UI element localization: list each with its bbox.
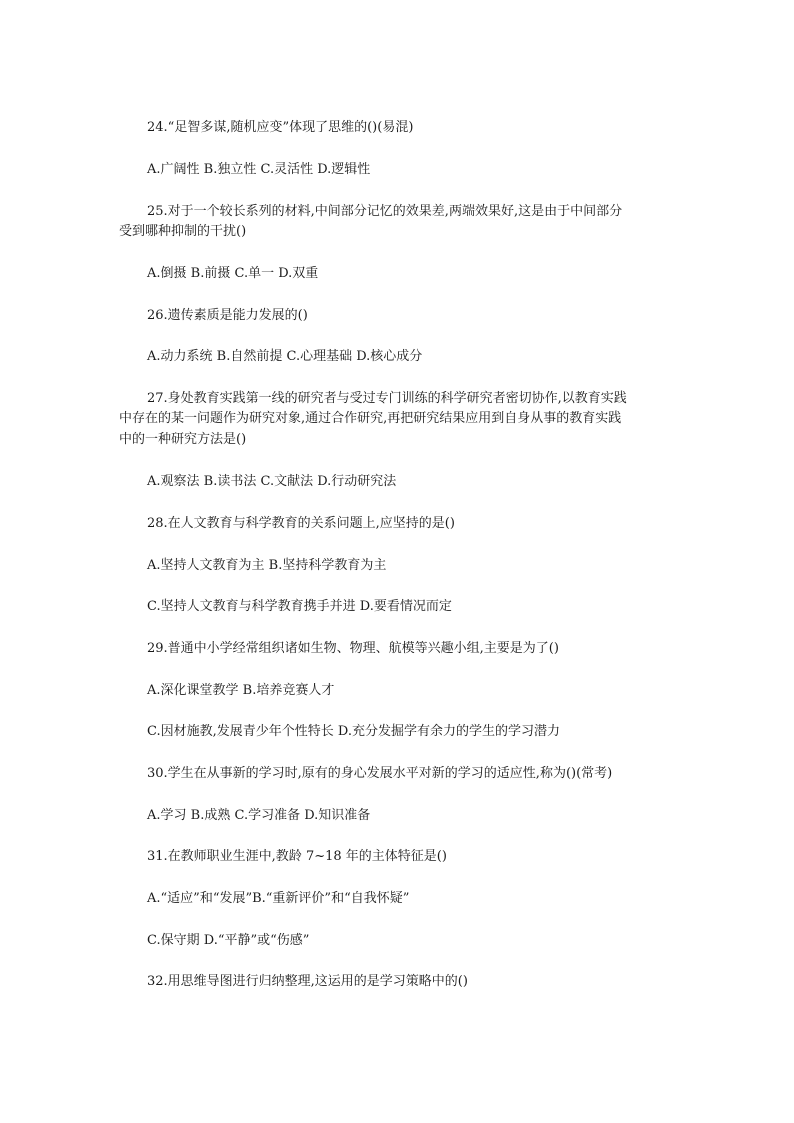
question-31-stem: 31.在教师职业生涯中,教龄 7~18 年的主体特征是() bbox=[147, 849, 447, 864]
question-26-stem: 26.遗传素质是能力发展的() bbox=[147, 308, 308, 323]
question-25-stem-line-2: 受到哪种抑制的干扰() bbox=[119, 224, 247, 239]
question-25-stem-line-1: 25.对于一个较长系列的材料,中间部分记忆的效果差,两端效果好,这是由于中间部分 bbox=[147, 204, 623, 219]
question-28-stem: 28.在人文教育与科学教育的关系问题上,应坚持的是() bbox=[147, 516, 455, 531]
question-30-stem: 30.学生在从事新的学习时,原有的身心发展水平对新的学习的适应性,称为()(常考) bbox=[147, 766, 613, 781]
question-24-options: A.广阔性 B.独立性 C.灵活性 D.逻辑性 bbox=[147, 162, 371, 177]
question-31-options-line-1: A.“适应”和“发展”B.“重新评价”和“自我怀疑” bbox=[147, 891, 410, 906]
question-25-options: A.倒摄 B.前摄 C.单一 D.双重 bbox=[147, 266, 319, 281]
question-31-options-line-2: C.保守期 D.“平静”或“伤感” bbox=[147, 933, 310, 948]
question-28-options-line-2: C.坚持人文教育与科学教育携手并进 D.要看情况而定 bbox=[147, 599, 452, 614]
question-29-stem: 29.普通中小学经常组织诸如生物、物理、航模等兴趣小组,主要是为了() bbox=[147, 641, 559, 656]
question-29-options-line-2: C.因材施教,发展青少年个性特长 D.充分发掘学有余力的学生的学习潜力 bbox=[147, 724, 560, 739]
question-27-stem-line-3: 中的一种研究方法是() bbox=[119, 432, 247, 447]
question-30-options: A.学习 B.成熟 C.学习准备 D.知识准备 bbox=[147, 808, 371, 823]
question-28-options-line-1: A.坚持人文教育为主 B.坚持科学教育为主 bbox=[147, 558, 387, 573]
question-26-options: A.动力系统 B.自然前提 C.心理基础 D.核心成分 bbox=[147, 349, 423, 364]
question-32-stem: 32.用思维导图进行归纳整理,这运用的是学习策略中的() bbox=[147, 974, 468, 989]
question-27-stem-line-2: 中存在的某一问题作为研究对象,通过合作研究,再把研究结果应用到自身从事的教育实践 bbox=[119, 411, 622, 426]
question-27-stem-line-1: 27.身处教育实践第一线的研究者与受过专门训练的科学研究者密切协作,以教育实践 bbox=[147, 391, 627, 406]
question-27-options: A.观察法 B.读书法 C.文献法 D.行动研究法 bbox=[147, 474, 397, 489]
question-24-stem: 24.“足智多谋,随机应变”体现了思维的()(易混) bbox=[147, 120, 414, 135]
question-29-options-line-1: A.深化课堂教学 B.培养竞赛人才 bbox=[147, 683, 335, 698]
